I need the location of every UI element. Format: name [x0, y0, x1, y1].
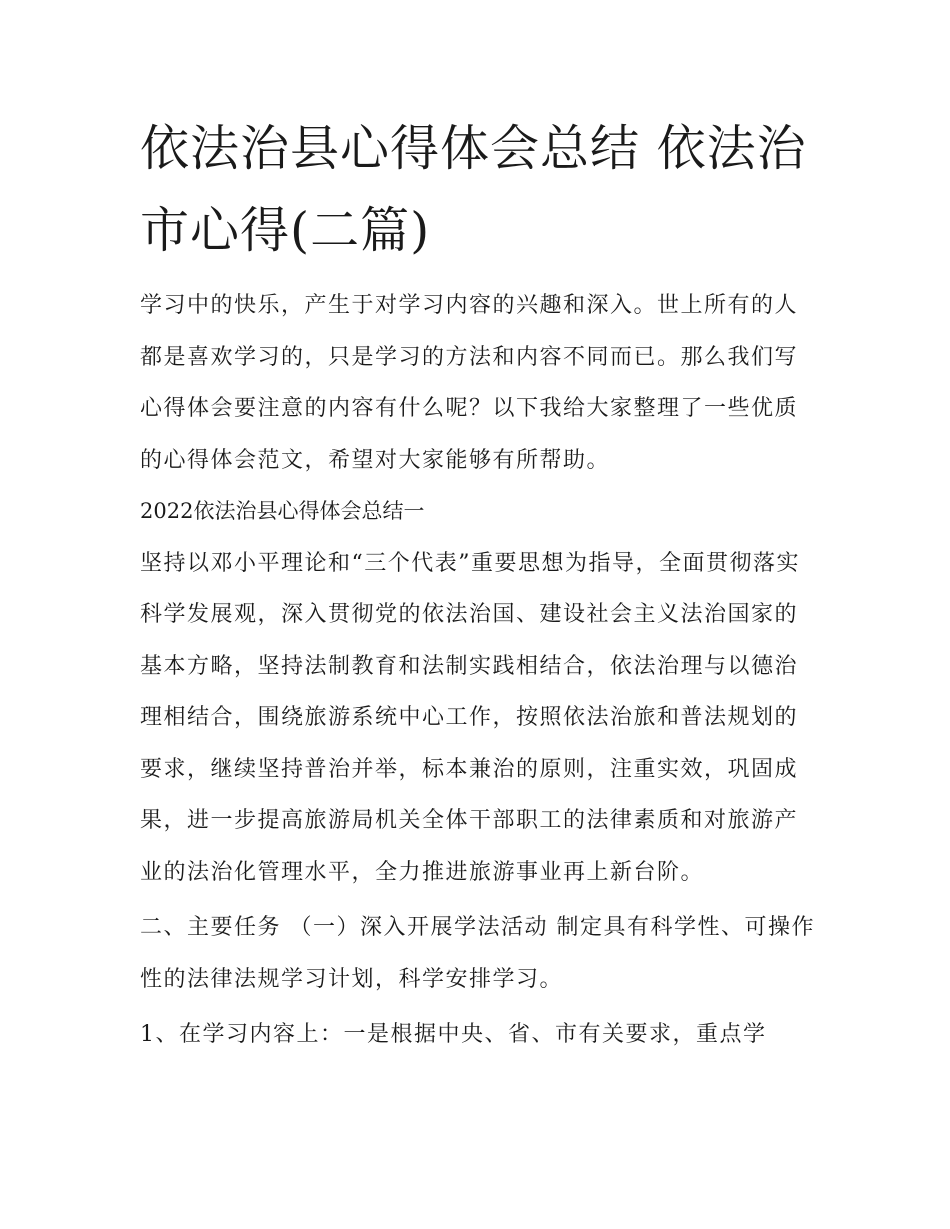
document-page: [140, 108, 820, 1061]
document-title: 依法治县心得体会总结 依法治市心得(二篇): [140, 120, 807, 259]
task-paragraph: 二、主要任务 （一）深入开展学法活动 制定具有科学性、可操作性的法律法规学习计划，科学安排学习。: [140, 915, 815, 992]
section-heading: 2022依法治县心得体会总结一: [140, 499, 425, 523]
body-paragraph: 坚持以邓小平理论和“三个代表”重要思想为指导，全面贯彻落实科学发展观，深入贯彻党的依法治国、建设社会主义法治国家的基本方略，坚持法制教育和法制实践相结合，依法治理与以德治理相结合，围绕旅游系统中心工作，按照依法治旅和普法规划的要求，继续坚持普治并举，标本兼治的原则，注重实效，巩固成果，进一步提高旅游局机关全体干部职工的法律素质和对旅游产业的法治化管理水平，全力推进旅游事业再上新台阶。: [140, 550, 800, 885]
intro-paragraph: 学习中的快乐，产生于对学习内容的兴趣和深入。世上所有的人都是喜欢学习的，只是学习的方法和内容不同而已。那么我们写心得体会要注意的内容有什么呢？以下我给大家整理了一些优质的心得体会范文，希望对大家能够有所帮助。: [140, 293, 799, 473]
item-paragraph: 1、在学习内容上：一是根据中央、省、市有关要求，重点学: [140, 1022, 767, 1047]
